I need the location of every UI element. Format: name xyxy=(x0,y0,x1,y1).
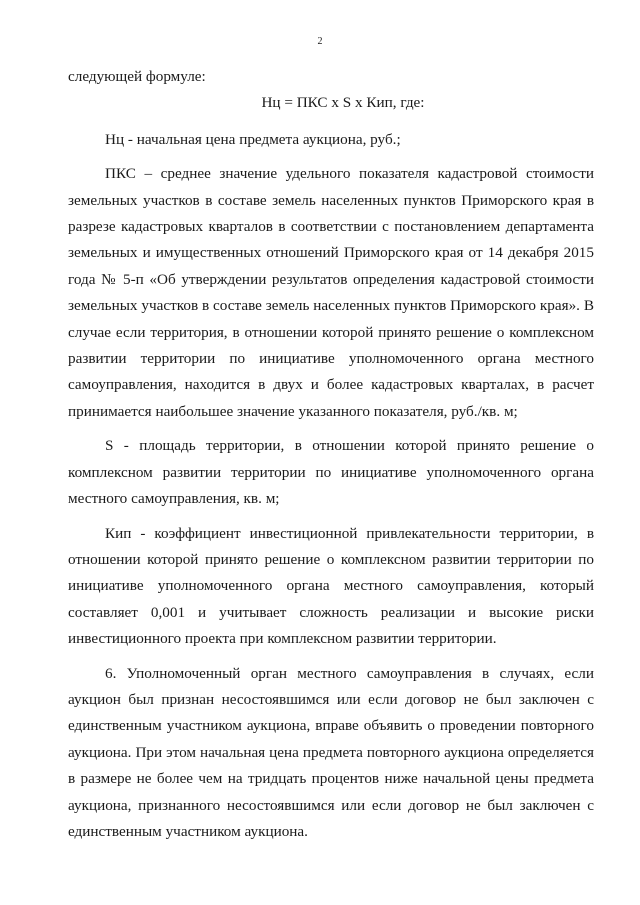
page-number: 2 xyxy=(317,36,323,47)
paragraph-pks-definition: ПКС – среднее значение удельного показателя кадастровой стоимости земельных участков в составе земель населенных пунктов Приморского края в разрезе кадастровых кварталов в соответствии с постановлением департамента земельных и имущественных отношений Приморского края от 14 декабря 2015 года № 5-п «Об утверждении результатов определения кадастровой стоимости земельных участков в составе земель населенных пунктов Приморского края». В случае если территория, в отношении которой принято решение о комплексном развитии территории по инициативе уполномоченного органа местного самоуправления, находится в двух и более кадастровых кварталах, в расчет принимается наибольшее значение указанного показателя, руб./кв. м; xyxy=(68,165,594,420)
paragraph-s-definition: S - площадь территории, в отношении которой принято решение о комплексном развитии территории по инициативе уполномоченного органа местного самоуправления, кв. м; xyxy=(68,437,594,508)
lead-text: следующей формуле: xyxy=(68,68,206,85)
paragraph-item-6: 6. Уполномоченный орган местного самоуправления в случаях, если аукцион был признан несостоявшимся или если договор не был заключен с единственным участником аукциона, вправе объявить о проведении повторного аукциона. При этом начальная цена предмета повторного аукциона определяется в размере не более чем на тридцать процентов ниже начальной цены предмета аукциона, признанного несостоявшимся или если договор не был заключен с единственным участником аукциона. xyxy=(68,664,594,840)
paragraph-kip-definition: Кип - коэффициент инвестиционной привлекательности территории, в отношении которой принято решение о комплексном развитии территории по инициативе уполномоченного органа местного самоуправления, который составляет 0,001 и учитывает сложность реализации и высокие риски инвестиционного проекта при комплексном развитии территории. xyxy=(68,524,594,648)
formula: Нц = ПКС x S x Кип, где: xyxy=(261,94,425,112)
document-body xyxy=(68,64,594,853)
paragraph-nc-definition: Нц - начальная цена предмета аукциона, руб.; xyxy=(105,130,401,148)
